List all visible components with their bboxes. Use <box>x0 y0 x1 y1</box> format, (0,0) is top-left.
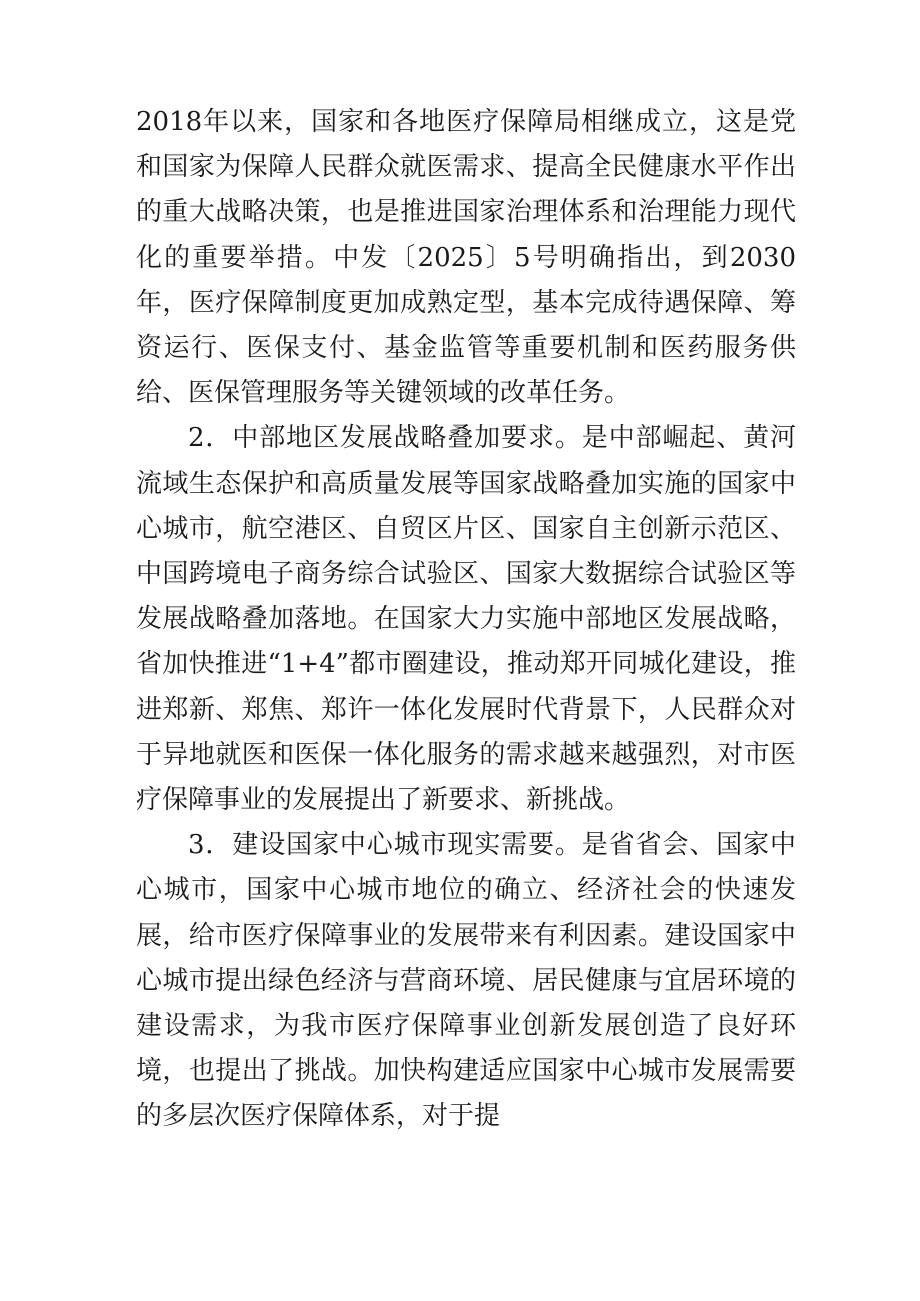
paragraph-central-region: 2．中部地区发展战略叠加要求。是中部崛起、黄河流域生态保护和高质量发展等国家战略叠加实施的国家中心城市，航空港区、自贸区片区、国家自主创新示范区、中国跨境电子商务综合试验区、国家大数据综合试验区等发展战略叠加落地。在国家大力实施中部地区发展战略，省加快推进“1+4”都市圈建设，推动郑开同城化建设，推进郑新、郑焦、郑许一体化发展时代背景下，人民群众对于异地就医和医保一体化服务的需求越来越强烈，对市医疗保障事业的发展提出了新要求、新挑战。 <box>136 423 796 816</box>
paragraph-intro: 2018年以来，国家和各地医疗保障局相继成立，这是党和国家为保障人民群众就医需求、提高全民健康水平作出的重大战略决策，也是推进国家治理体系和治理能力现代化的重要举措。中发〔2025〕5号明确指出，到2030年，医疗保障制度更加成熟定型，基本完成待遇保障、筹资运行、医保支付、基金监管等重要机制和医药服务供给、医保管理服务等关键领域的改革任务。 <box>136 107 796 409</box>
paragraph-national-center-city: 3．建设国家中心城市现实需要。是省省会、国家中心城市，国家中心城市地位的确立、经济社会的快速发展，给市医疗保障事业的发展带来有利因素。建设国家中心城市提出绿色经济与营商环境、居民健康与宜居环境的建设需求，为我市医疗保障事业创新发展创造了良好环境，也提出了挑战。加快构建适应国家中心城市发展需要的多层次医疗保障体系，对于提 <box>136 830 796 1132</box>
document-body <box>136 100 796 1140</box>
